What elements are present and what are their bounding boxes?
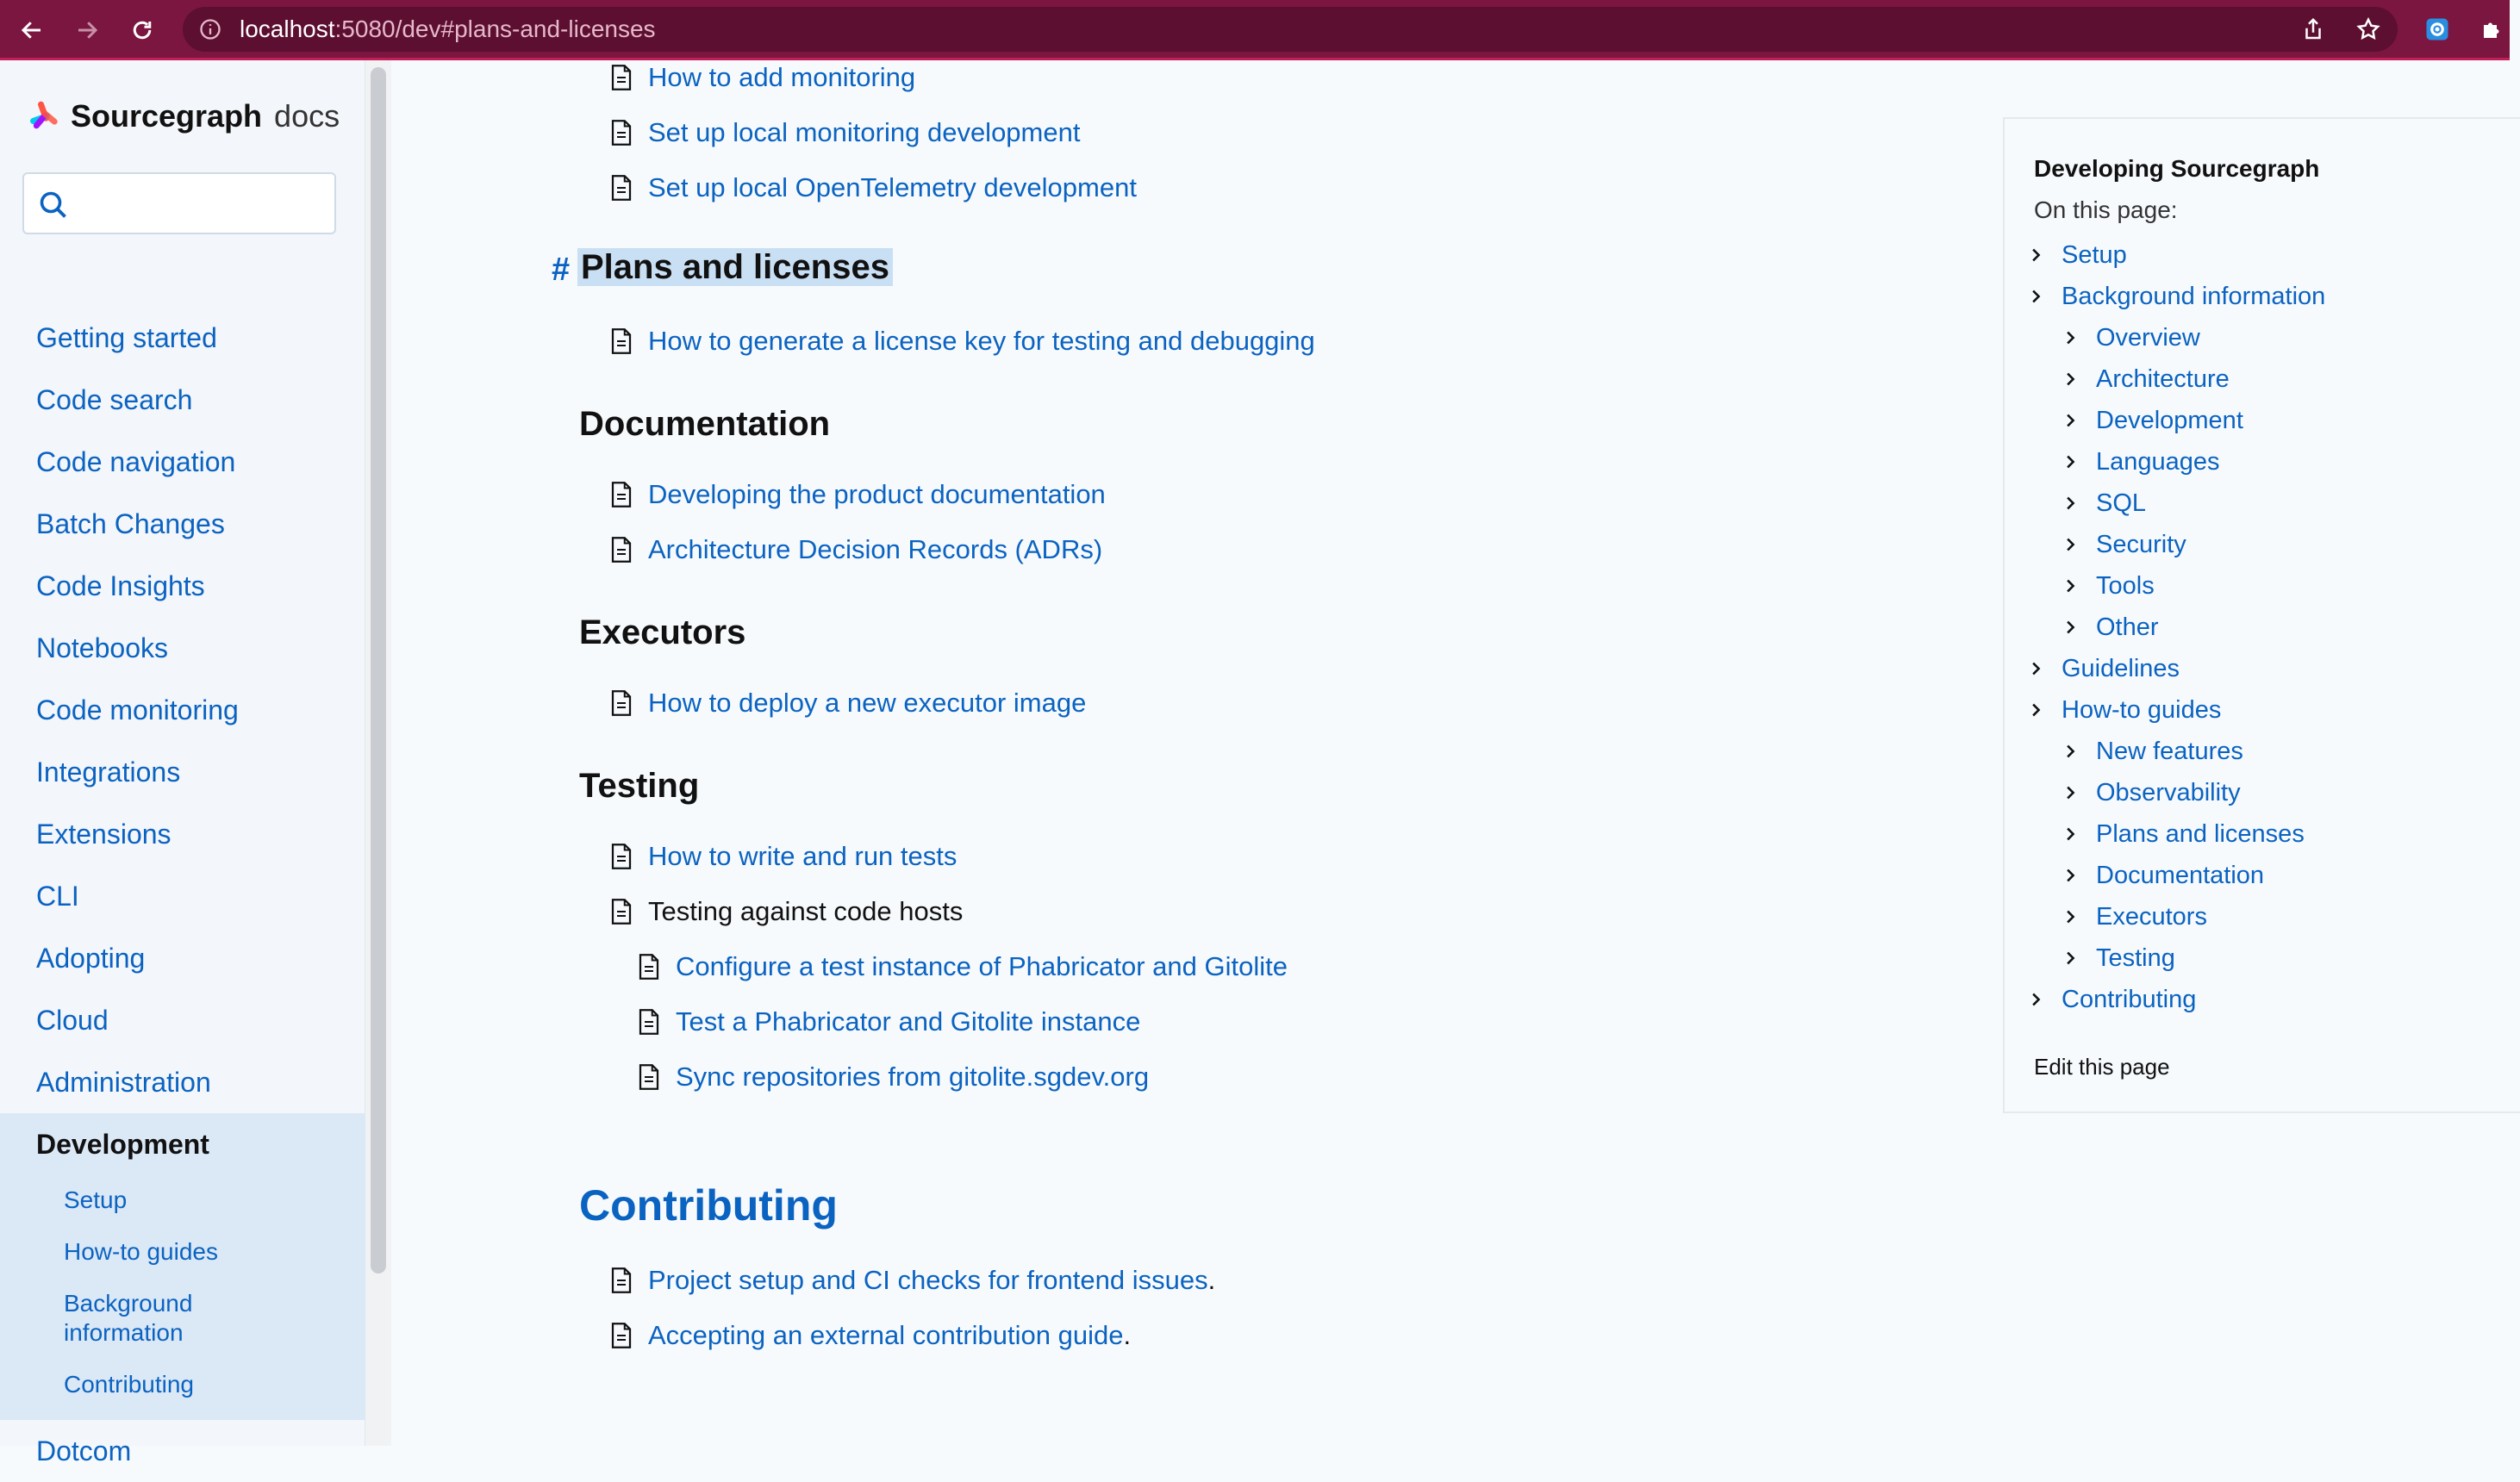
sidebar-item-code-monitoring[interactable]: Code monitoring: [36, 694, 239, 725]
edit-this-page-link[interactable]: Edit this page: [2034, 1054, 2170, 1080]
chevron-right-icon: [2065, 578, 2077, 594]
address-bar[interactable]: [183, 7, 2398, 52]
toc-item-label: Background information: [2062, 282, 2326, 310]
doc-link[interactable]: [610, 1263, 1215, 1298]
forward-button[interactable]: [69, 12, 105, 48]
chevron-right-icon: [2030, 702, 2043, 718]
doc-link[interactable]: [610, 686, 1086, 720]
sidebar-item-cloud[interactable]: Cloud: [36, 1005, 109, 1036]
share-icon: [2300, 16, 2326, 42]
document-icon: [638, 1064, 660, 1090]
url-path: :5080/dev#plans-and-licenses: [334, 16, 656, 42]
info-icon[interactable]: [198, 17, 222, 41]
site-logo[interactable]: [28, 98, 340, 134]
doc-item-plain: [610, 894, 963, 929]
sidebar-item-dotcom[interactable]: Dotcom: [36, 1435, 132, 1466]
anchor-hash-link[interactable]: #: [552, 252, 571, 288]
chevron-right-icon: [2065, 330, 2077, 346]
doc-link[interactable]: [610, 171, 1137, 205]
section-heading-executors: Executors: [579, 613, 746, 651]
document-icon: [610, 899, 633, 925]
heading-text: Plans and licenses: [577, 248, 893, 286]
toc-item-label: Guidelines: [2062, 654, 2180, 682]
extension-button[interactable]: [2420, 12, 2455, 47]
search-input[interactable]: [22, 172, 336, 234]
toc-item-label: Executors: [2096, 902, 2207, 931]
toc-item-label: Documentation: [2096, 861, 2265, 889]
chevron-right-icon: [2065, 909, 2077, 925]
toc-item[interactable]: [2030, 358, 2325, 400]
document-icon: [610, 175, 633, 201]
browser-toolbar: [0, 0, 2510, 60]
doc-link-text: How to add monitoring: [648, 62, 916, 92]
toc-item[interactable]: [2030, 317, 2325, 358]
toc-item[interactable]: [2030, 234, 2325, 276]
sidebar-item-code-search[interactable]: Code search: [36, 384, 193, 415]
sidebar-scrollbar[interactable]: [371, 67, 386, 1273]
doc-link-text: How to write and run tests: [648, 841, 957, 871]
toc-item-label: Architecture: [2096, 364, 2230, 393]
toc-item-label: Plans and licenses: [2096, 819, 2305, 848]
toc-title: Developing Sourcegraph: [2034, 155, 2320, 182]
document-icon: [610, 482, 633, 507]
chevron-right-icon: [2065, 495, 2077, 511]
toc-item-label: Observability: [2096, 778, 2241, 806]
section-heading-documentation: Documentation: [579, 405, 831, 443]
doc-link[interactable]: [610, 477, 1106, 512]
toc-item-label: Tools: [2096, 571, 2155, 600]
doc-link-text: Project setup and CI checks for frontend issues: [648, 1265, 1208, 1295]
toc-item[interactable]: [2030, 607, 2325, 648]
docs-sidebar: [0, 60, 365, 1466]
section-heading-plans-and-licenses: [577, 248, 893, 287]
document-icon: [610, 1323, 633, 1348]
toc-item[interactable]: [2030, 813, 2325, 855]
reload-icon: [129, 17, 155, 43]
sidebar-item-integrations[interactable]: Integrations: [36, 757, 181, 788]
sidebar-item-development[interactable]: Development: [36, 1129, 209, 1160]
toc-item[interactable]: [2030, 483, 2325, 524]
bookmark-button[interactable]: [2351, 12, 2386, 47]
sidebar-nav: [0, 307, 365, 1482]
url-text: [240, 16, 656, 43]
arrow-right-icon: [74, 17, 100, 43]
sidebar-active-section: [0, 1113, 365, 1420]
sidebar-subitem-contributing[interactable]: Contributing: [64, 1371, 194, 1398]
toc-item-label: How-to guides: [2062, 695, 2222, 724]
section-heading-testing: Testing: [579, 767, 700, 805]
toc-item-label: Contributing: [2062, 985, 2197, 1013]
gear-extension-icon: [2424, 16, 2450, 42]
chevron-right-icon: [2030, 661, 2043, 676]
toc-item[interactable]: [2030, 979, 2325, 1020]
star-icon: [2355, 16, 2381, 42]
section-heading-contributing[interactable]: Contributing: [579, 1181, 838, 1230]
toc-item-label: Overview: [2096, 323, 2200, 352]
toc-item-label: Other: [2096, 613, 2159, 641]
doc-sublink[interactable]: [638, 950, 1288, 984]
doc-link-text: Accepting an external contribution guide: [648, 1320, 1124, 1350]
doc-link-text: Set up local monitoring development: [648, 117, 1081, 147]
doc-link-text: Sync repositories from gitolite.sgdev.org: [676, 1062, 1150, 1092]
document-icon: [638, 1009, 660, 1035]
sidebar-subitem-setup[interactable]: Setup: [64, 1186, 128, 1213]
toc-list: [2030, 234, 2325, 1020]
doc-link[interactable]: [610, 60, 915, 95]
toc-item[interactable]: [2030, 400, 2325, 441]
doc-sublink[interactable]: [638, 1060, 1149, 1094]
chevron-right-icon: [2065, 620, 2077, 635]
url-host: localhost: [240, 16, 335, 42]
toc-item[interactable]: [2030, 648, 2325, 689]
toc-item[interactable]: [2030, 441, 2325, 483]
chevron-right-icon: [2065, 454, 2077, 470]
chevron-right-icon: [2065, 868, 2077, 883]
chevron-right-icon: [2030, 247, 2043, 263]
toc-item[interactable]: [2030, 937, 2325, 979]
toc-item[interactable]: [2030, 772, 2325, 813]
document-icon: [638, 954, 660, 980]
sidebar-subitem-background-information[interactable]: Background information: [64, 1290, 193, 1346]
doc-link-text: How to generate a license key for testing and debugging: [648, 326, 1315, 356]
doc-link-text: How to deploy a new executor image: [648, 688, 1087, 718]
search-icon: [38, 190, 69, 221]
doc-link-text: Configure a test instance of Phabricator and Gitolite: [676, 951, 1288, 981]
logo-brand-text: Sourcegraph: [71, 98, 263, 134]
sidebar-item-notebooks[interactable]: Notebooks: [36, 632, 168, 663]
toc-item-label: Setup: [2062, 240, 2127, 269]
toc-item[interactable]: [2030, 855, 2325, 896]
toc-item-label: Security: [2096, 530, 2186, 558]
sidebar-item-adopting[interactable]: Adopting: [36, 943, 146, 974]
table-of-contents: [2003, 117, 2520, 1113]
sidebar-item-extensions[interactable]: Extensions: [36, 819, 172, 850]
doc-link[interactable]: [610, 324, 1315, 358]
document-icon: [610, 328, 633, 354]
reload-button[interactable]: [124, 12, 160, 48]
doc-link-text: Test a Phabricator and Gitolite instance: [676, 1006, 1141, 1037]
toc-item-label: SQL: [2096, 489, 2147, 517]
toc-item[interactable]: [2030, 689, 2325, 731]
document-icon: [610, 65, 633, 90]
sidebar-item-batch-changes[interactable]: Batch Changes: [36, 508, 225, 539]
doc-sublink[interactable]: [638, 1005, 1140, 1039]
chevron-right-icon: [2065, 413, 2077, 428]
punctuation: .: [1207, 1265, 1216, 1295]
sidebar-item-administration[interactable]: Administration: [36, 1067, 211, 1098]
doc-link[interactable]: [610, 532, 1102, 567]
extensions-menu-button[interactable]: [2475, 12, 2510, 47]
document-icon: [610, 537, 633, 563]
toc-item-label: Development: [2096, 406, 2243, 434]
arrow-left-icon: [19, 17, 45, 43]
chevron-right-icon: [2065, 744, 2077, 759]
sidebar-item-code-navigation[interactable]: Code navigation: [36, 446, 236, 477]
doc-item-text: Testing against code hosts: [648, 896, 964, 926]
doc-link[interactable]: [610, 115, 1080, 150]
chevron-right-icon: [2065, 950, 2077, 966]
toc-item-label: Languages: [2096, 447, 2220, 476]
logo-docs-text: docs: [274, 98, 340, 134]
chevron-right-icon: [2065, 826, 2077, 842]
document-icon: [610, 1267, 633, 1293]
chevron-right-icon: [2030, 289, 2043, 304]
chevron-right-icon: [2065, 537, 2077, 552]
doc-link[interactable]: [610, 839, 957, 874]
back-button[interactable]: [14, 12, 50, 48]
doc-link[interactable]: [610, 1318, 1131, 1353]
document-icon: [610, 690, 633, 716]
doc-link-text: Set up local OpenTelemetry development: [648, 172, 1137, 202]
sidebar-item-code-insights[interactable]: Code Insights: [36, 570, 205, 601]
chevron-right-icon: [2030, 992, 2043, 1007]
chevron-right-icon: [2065, 785, 2077, 800]
toc-item[interactable]: [2030, 524, 2325, 565]
toc-item[interactable]: [2030, 565, 2325, 607]
sidebar-item-cli[interactable]: CLI: [36, 881, 79, 912]
toc-item-label: Testing: [2096, 943, 2175, 972]
document-icon: [610, 844, 633, 869]
sourcegraph-logo-icon: [28, 99, 62, 134]
punctuation: .: [1123, 1320, 1132, 1350]
doc-link-text: Developing the product documentation: [648, 479, 1106, 509]
toc-subtitle: On this page:: [2034, 196, 2178, 223]
doc-link-text: Architecture Decision Records (ADRs): [648, 534, 1103, 564]
toc-item[interactable]: [2030, 896, 2325, 937]
document-icon: [610, 120, 633, 146]
chevron-right-icon: [2065, 371, 2077, 387]
toc-item[interactable]: [2030, 731, 2325, 772]
puzzle-icon: [2479, 16, 2505, 42]
sidebar-item-getting-started[interactable]: Getting started: [36, 322, 217, 353]
toc-item-label: New features: [2096, 737, 2243, 765]
main-content: [391, 60, 2003, 1446]
sidebar-subitem-how-to-guides[interactable]: How-to guides: [64, 1238, 218, 1265]
share-button[interactable]: [2296, 12, 2330, 47]
toc-item[interactable]: [2030, 276, 2325, 317]
